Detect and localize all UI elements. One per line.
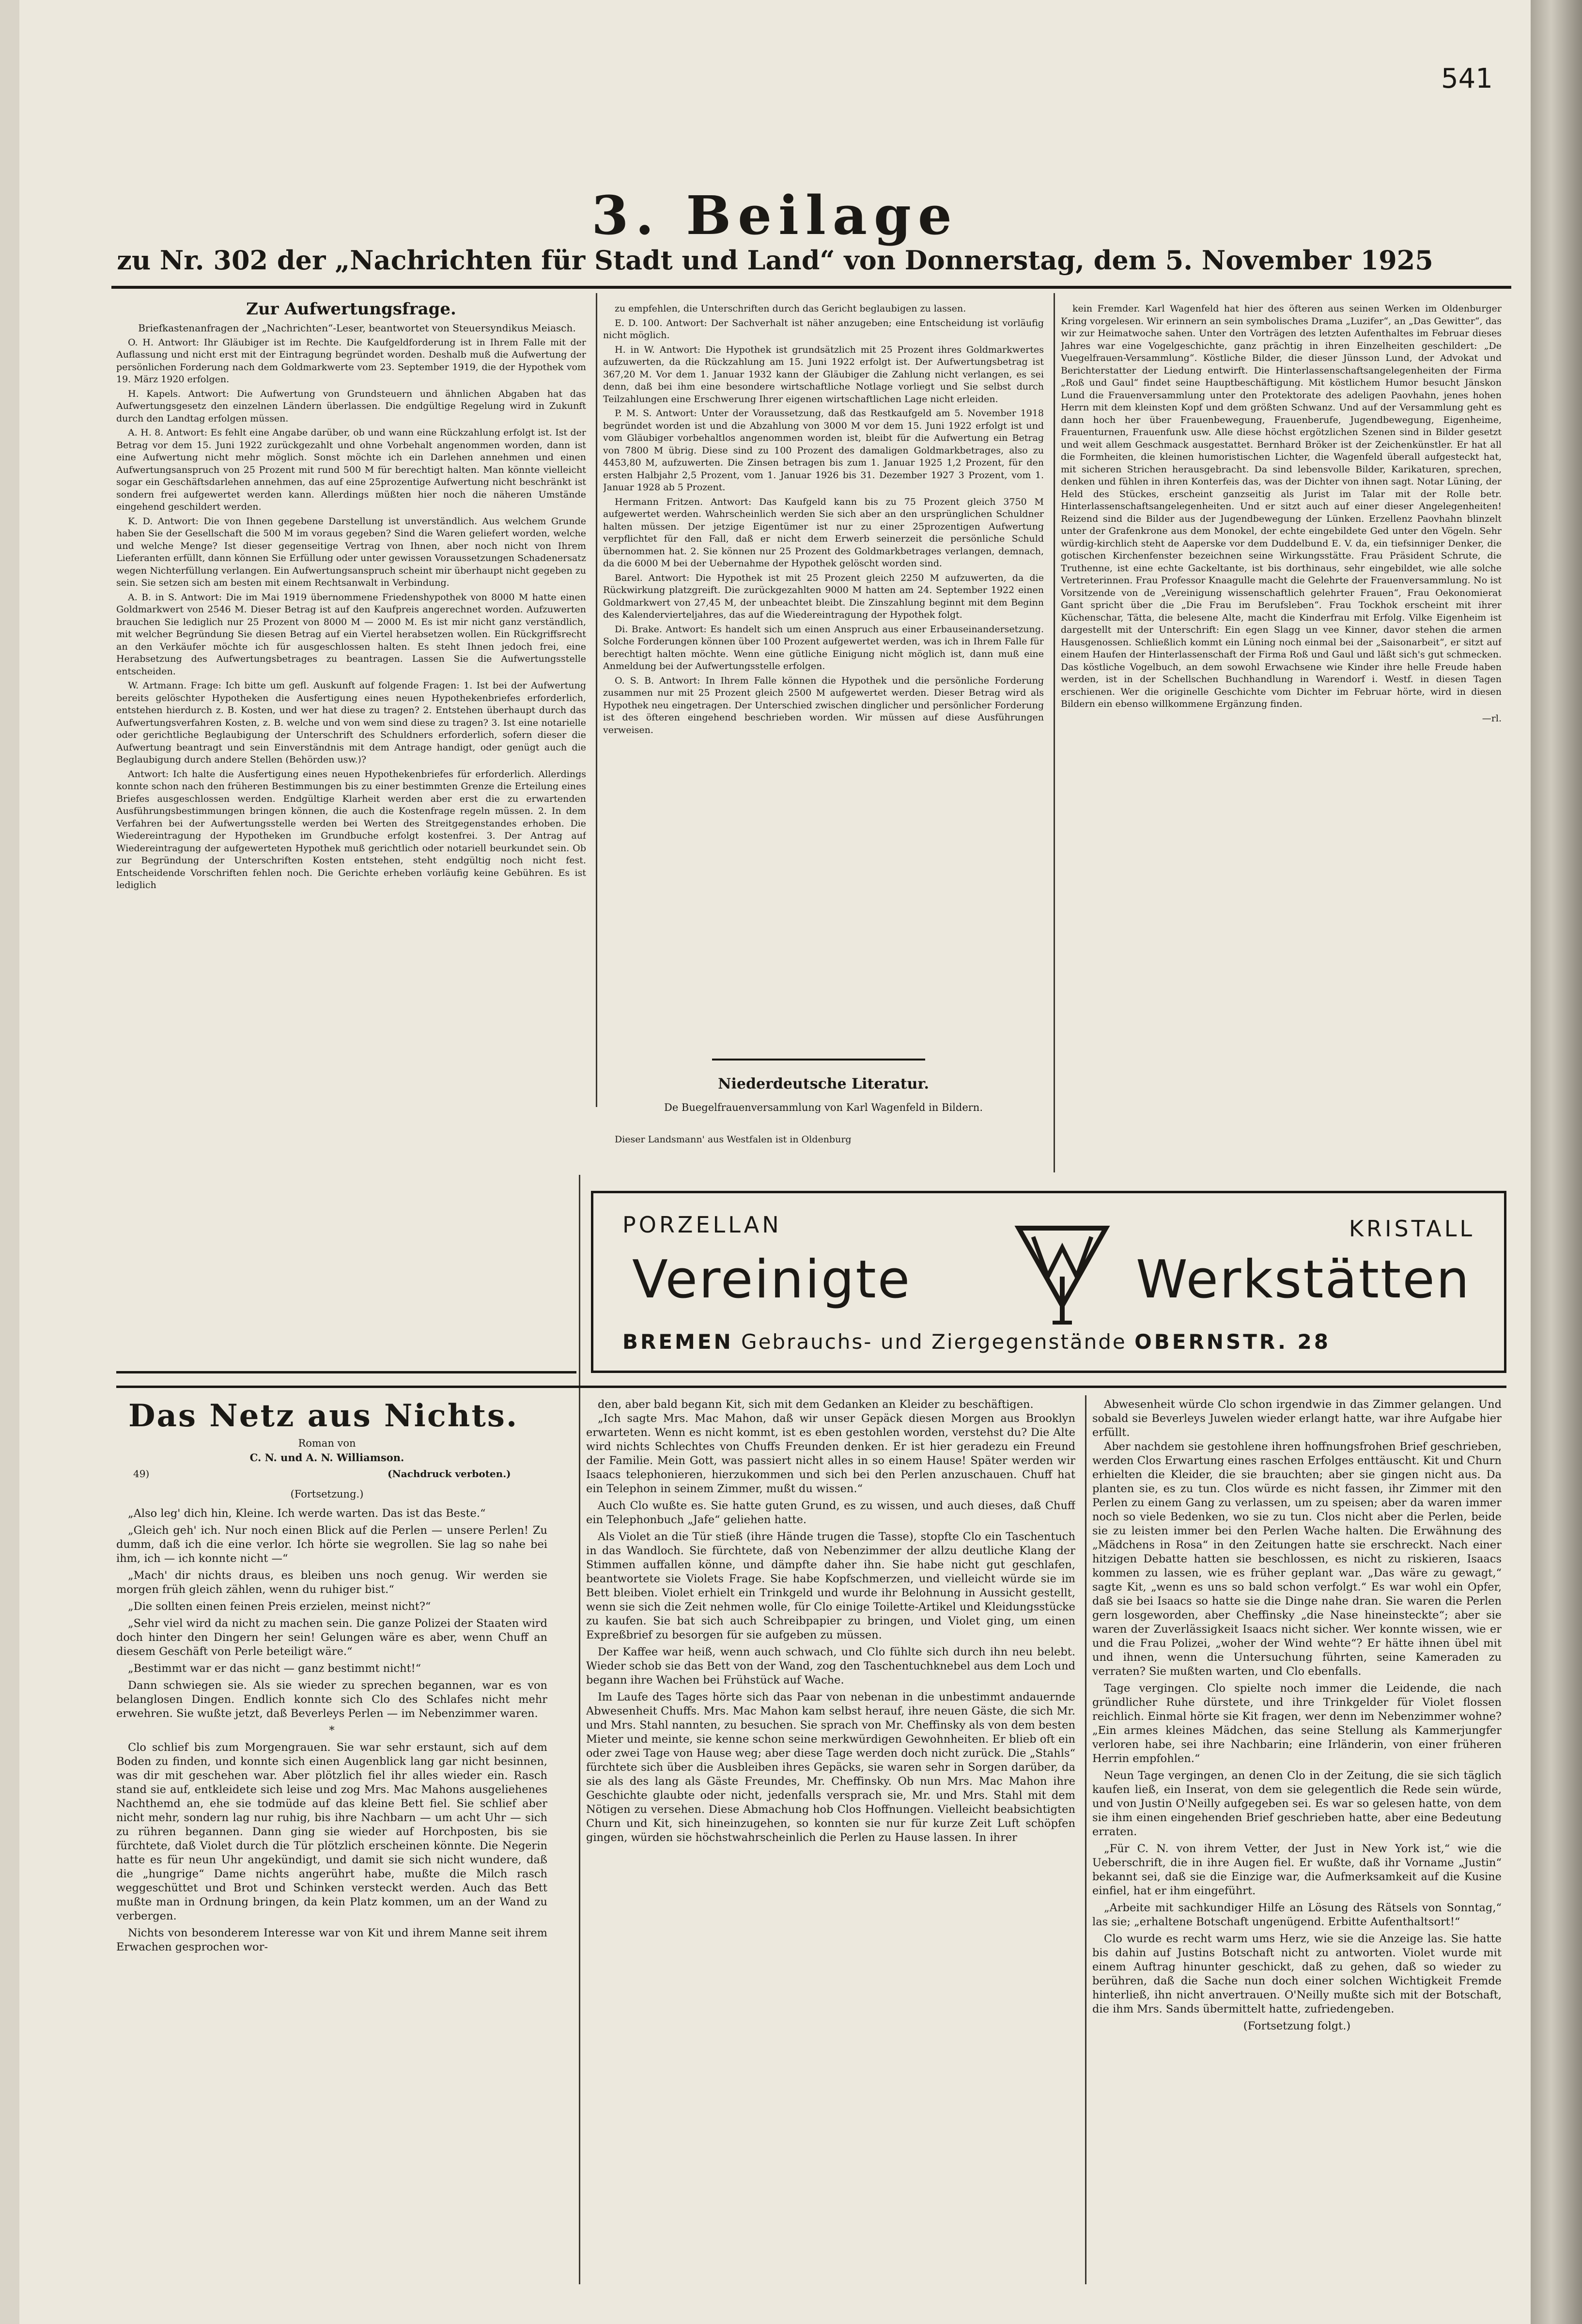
novel-paragraph: Als Violet an die Tür stieß (ihre Hände trugen die Tasse), stopfte Clo ein Taschentuch in das Wandloch. Sie fürchtete, daß von Nebenzimmer der allzu deutliche Klang der Stimmen auffallen könne, und dämpfte daher ihn. Sie habe nicht gut geschlafen, beantwortete sie Violets Frage. Sie habe Kopfschmerzen, und vielleicht würde sie im Bett bleiben. Violet erhielt ein Trinkgeld und wurde ihr Belohnung in Aussicht gestellt, wenn sie sich die Zeit nehmen wolle, für Clo einige Toilette-Artikel und Kleidungsstücke zu kaufen. Sie bat sich auch Schreibpapier zu bringen, und Violet ging, um einen Expreßbrief zu besorgen für sie aufgeben zu müssen. bbox=[586, 1530, 1075, 1641]
aufwertung-answer: E. D. 100. Antwort: Der Sachverhalt ist näher anzugeben; eine Entscheidung ist vorläufig nicht möglich. bbox=[603, 317, 1044, 341]
aufwertung-answer: O. S. B. Antwort: In Ihrem Falle können die Hypothek und die persönliche Forderung zusammen nur mit 25 Prozent gleich 2500 M aufgewertet werden. Dieser Betrag wird als Hypothek neu eingetragen. Der Unterschied zwischen dinglicher und persönlicher Forderung ist des öfteren eingehend beschrieben worden. Wir müssen auf diese Ausführungen verweisen. bbox=[603, 675, 1044, 735]
novel-column-3 bbox=[1092, 1398, 1502, 2282]
aufwertung-answer: A. B. in S. Antwort: Die im Mai 1919 übernommene Friedenshypothek von 8000 M hatte einen Goldmarkwert von 2546 M. Dieser Betrag ist auf den Kaufpreis angerechnet worden. Aufzuwerten brauchen Sie lediglich nur 25 Prozent von 8000 M — 2000 M. Es ist mir nicht ganz verständlich, mit welcher Begründung Sie diesen Betrag auf ein Viertel herabsetzen wollen. Ein Rückgriffsrecht an den Verkäufer möchte ich für ausgeschlossen halten. Es steht Ihnen jedoch frei, eine Herabsetzung des Aufwertungsbetrages zu beantragen. Lassen Sie die Aufwertungsstelle entscheiden. bbox=[116, 592, 586, 677]
literatur-signature: —rl. bbox=[1482, 713, 1502, 724]
literatur-rule bbox=[712, 1059, 925, 1061]
aufwertung-column-1 bbox=[116, 322, 586, 1359]
novel-paragraph: Aber nachdem sie gestohlene ihren hoffnungsfrohen Brief geschrieben, werden Clos Erwartung eines raschen Erfolges enttäuscht. Kit und Churn erhielten die Kleider, die sie brauchten; aber sie gingen nicht aus. Da planten sie, es zu tun. Clos würde es nicht fassen, ihr Zimmer mit den Perlen zu einem Gang zu verlassen, um zu speisen; aber da waren immer noch so viele Bedenken, wo sie zu tun. Clos nicht aber die Perlen, beide sie zu leisten immer bei den Perlen Wache halten. Die Erwähnung des „Mädchens in Rosa“ in den Zeitungen hatte sie erschreckt. Nach einer hitzigen Debatte hatten sie beschlossen, es nicht zu riskieren, Isaacs kommen zu lassen, wie es früher geplant war. „Das wäre zu gewagt,“ sagte Kit, „wenn es uns so bald schon verfolgt.“ Es war wohl ein Opfer, daß sie bei Isaacs so hatte sie die Dinge nahe dran. Sie waren die Perlen gern losgeworden, aber Cheffinsky „die Nase hineinsteckte“; aber sie waren der Zuverlässigkeit Isaacs nicht sicher. Wer konnte wissen, wie er und die Frau Polizei, „woher der Wind wehte“? Er hätte ihnen übel mit und ihnen, wenn die Untersuchung führten, seine Kameraden zu verraten? Sie mußten warten, und Clo ebenfalls. bbox=[1092, 1440, 1502, 1678]
aufwertung-intro: Briefkastenanfragen der „Nachrichten“-Leser, beantwortet von Steuersyndikus Meiasch. bbox=[138, 322, 576, 334]
novel-paragraph: Der Kaffee war heiß, wenn auch schwach, und Clo fühlte sich durch ihn neu belebt. Wieder schob sie das Bett von der Wand, zog den Taschentuchknebel aus dem Loch und begann ihre Wachen bei Frühstück auf Wache. bbox=[586, 1646, 1075, 1686]
novel-paragraph: Nichts von besonderem Interesse war von Kit und ihrem Manne seit ihrem Erwachen gesprochen wor- bbox=[116, 1927, 547, 1953]
aufwertung-answer: O. H. Antwort: Ihr Gläubiger ist im Rechte. Die Kaufgeldforderung ist in Ihrem Falle mit der Auflassung und nicht erst mit der Eintragung begründet worden. Deshalb muß die Aufwertung der persönlichen Forderung nach dem Goldmarkwerte vom 23. September 1919, die der Hypothek vom 19. März 1920 erfolgen. bbox=[116, 337, 586, 385]
ad-city: BREMEN bbox=[622, 1330, 733, 1354]
literatur-subheading: De Buegelfrauenversammlung von Karl Wagenfeld in Bildern. bbox=[664, 1102, 983, 1113]
literatur-paragraph: Dieser Landsmann' aus Westfalen ist in Oldenburg bbox=[615, 1134, 852, 1145]
novel-paragraph: „Also leg' dich hin, Kleine. Ich werde warten. Das ist das Beste.“ bbox=[128, 1507, 486, 1520]
novel-title: Das Netz aus Nichts. bbox=[128, 1398, 519, 1434]
aufwertung-answer: W. Artmann. Frage: Ich bitte um gefl. Auskunft auf folgende Fragen: 1. Ist bei der Aufwertung bereits gelöschter Hypotheken die Ausfertigung eines neuen Hypothekenbriefes erforderlich, entstehen hierdurch z. B. Kosten, und wer hat diese zu tragen? 2. Entstehen überhaupt durch das Aufwertungsverfahren Kosten, z. B. welche und von wem sind diese zu tragen? 3. Ist eine notarielle oder gerichtliche Beglaubigung der Unterschrift des Schuldners erforderlich, sofern dieser die Aufwertung beantragt und sein Einverständnis mit dem Antrage handigt, oder genügt auch die Beglaubigung durch andere Stellen (Behörden usw.)? bbox=[116, 680, 586, 765]
section-rule bbox=[116, 1371, 576, 1373]
column-divider bbox=[1085, 1395, 1086, 2284]
aufwertung-answer: Hermann Fritzen. Antwort: Das Kaufgeld kann bis zu 75 Prozent gleich 3750 M aufgewertet werden. Wahrscheinlich werden Sie sich aber an den ursprünglichen Schuldner halten müssen. Der jetzige Eigentümer ist nur zu einer 25prozentigen Aufwertung verpflichtet für den Fall, daß er nicht dem Erwerb seinerzeit die persönliche Schuld übernommen hat. 2. Sie können nur 25 Prozent des Goldmarkbetrages verlangen, demnach, da die 6000 M bei der Uebernahme der Hypothek gelöscht worden sind. bbox=[603, 496, 1044, 569]
ad-street: OBERNSTR. 28 bbox=[1134, 1330, 1331, 1354]
aufwertung-answer: zu empfehlen, die Unterschriften durch das Gericht beglaubigen zu lassen. bbox=[615, 303, 966, 314]
column-divider bbox=[596, 293, 597, 1107]
novel-paragraph: „Für C. N. von ihrem Vetter, der Just in New York ist,“ wie die Ueberschrift, die in ihre Augen fiel. Er wußte, daß ihr Vorname „Justin“ bekannt sei, daß sie die Einzige war, die Aufmerksamkeit auf die Kusine einfiel, hat er ihm eingeführt. bbox=[1092, 1842, 1502, 1897]
aufwertung-answer: P. M. S. Antwort: Unter der Voraussetzung, daß das Restkaufgeld am 5. November 1918 begründet worden ist und die Abzahlung von 3000 M vor dem 15. Juni 1922 erfolgt ist und vom Gläubiger vorbehaltlos angenommen worden ist, bleibt für die Aufwertung ein Betrag von 7800 M übrig. Diese sind zu 100 Prozent des damaligen Goldmarkbetrages, also zu 4453,80 M, aufzuwerten. Die Zinsen betragen bis zum 1. Januar 1925 1,2 Prozent, für den ersten Halbjahr 2,5 Prozent, vom 1. Januar 1926 bis 31. Dezember 1927 3 Prozent, vom 1. Januar 1928 ab 5 Prozent. bbox=[603, 408, 1044, 493]
novel-authors: C. N. und A. N. Williamson. bbox=[249, 1451, 404, 1464]
ad-address-line bbox=[622, 1330, 1331, 1354]
aufwertung-heading: Zur Aufwertungsfrage. bbox=[246, 299, 456, 319]
book-binding-edge bbox=[1531, 0, 1582, 2324]
novel-paragraph: „Bestimmt war er das nicht — ganz bestimmt nicht!“ bbox=[128, 1662, 421, 1675]
aufwertung-answer: Barel. Antwort: Die Hypothek ist mit 25 Prozent gleich 2250 M aufzuwerten, da die Rückwirkung platzgreift. Die zurückgezahlten 9000 M hatten am 24. September 1922 einen Goldmarkwert von 27,45 M, der unbeachtet bleibt. Die Zinszahlung beginnt mit dem Beginn des Kalendervierteljahres, das auf die Wiedereintragung der Hypothek folgt. bbox=[603, 572, 1044, 620]
novel-paragraph: „Arbeite mit sachkundiger Hilfe an Lösung des Rätsels von Sonntag,“ las sie; „erhaltene Botschaft ungenügend. Erbitte Aufenthaltsort!“ bbox=[1092, 1902, 1502, 1928]
novel-continuation: (Fortsetzung.) bbox=[290, 1488, 364, 1500]
ad-kristall: KRISTALL bbox=[1349, 1216, 1475, 1242]
vereinigte-werkstaetten-advertisement bbox=[591, 1191, 1506, 1373]
novel-paragraph: „Die sollten einen feinen Preis erzielen, meinst nicht?“ bbox=[128, 1600, 431, 1613]
novel-paragraph: Tage vergingen. Clo spielte noch immer die Leidende, die nach gründlicher Ruhe dürstete, und ihre Trinkgelder für Violet flossen reichlich. Einmal hörte sie Kit fragen, wer denn im Nebenzimmer wohne? „Ein armes kleines Mädchen, das seine Stellung als Kammerjungfer verloren habe, sei ihre Nachbarin; eine Irländerin, von einer früheren Herrin empfohlen.“ bbox=[1092, 1682, 1502, 1765]
column-divider bbox=[1054, 293, 1055, 1172]
aufwertung-answer: Di. Brake. Antwort: Es handelt sich um einen Anspruch aus einer Erbauseinandersetzung. Solche Forderungen können über 100 Prozent aufgewertet werden, was ich in Ihrem Falle für berechtigt halten möchte. Wenn eine gütliche Einigung nicht möglich ist, dann muß eine Anmeldung bei der Aufwertungsstelle erfolgen. bbox=[603, 624, 1044, 671]
aufwertung-answer: H. Kapels. Antwort: Die Aufwertung von Grundsteuern und ähnlichen Abgaben hat das Aufwertungsgesetz den einzelnen Ländern überlassen. Die endgültige Regelung wird in Zukunft durch den Landtag erfolgen müssen. bbox=[116, 388, 586, 424]
novel-paragraph: Abwesenheit würde Clo schon irgendwie in das Zimmer gelangen. Und sobald sie Beverleys Juwelen wieder erlangt hatte, war ihre Aufgabe hier erfüllt. bbox=[1092, 1398, 1502, 1439]
header-rule bbox=[111, 286, 1511, 289]
newspaper-page bbox=[19, 0, 1531, 2324]
section-rule bbox=[116, 1386, 1506, 1388]
novel-roman-von: Roman von bbox=[298, 1437, 356, 1449]
novel-paragraph: Clo schlief bis zum Morgengrauen. Sie war sehr erstaunt, sich auf dem Boden zu finden, und konnte sich einen Augenblick lang gar nicht besinnen, was dir mit geschehen war. Aber plötzlich fiel ihr alles wieder ein. Rasch stand sie auf, entkleidete sich leise und zog Mrs. Mac Mahons ausgeliehenes Nachthemd an, ehe sie todmüde auf das kleine Bett fiel. Sie schlief aber nicht mehr, sondern lag nur ruhig, bis ihre Nachbarn — um acht Uhr — sich zu rühren begannen. Dann ging sie wieder auf Horchposten, bis sie fürchtete, daß Violet durch die Tür plötzlich erscheinen könnte. Die Negerin hatte es für neun Uhr angekündigt, und damit sie sich nicht wundere, daß die „hungrige“ Dame nichts angerührt habe, mußte die Milch rasch weggeschüttet und Brot und Schinken versteckt werden. Auch das Bett mußte man in Ordnung bringen, da kein Platz kommen, um an der Wand zu verbergen. bbox=[116, 1741, 547, 1922]
aufwertung-answer: Antwort: Ich halte die Ausfertigung eines neuen Hypothekenbriefes für erforderlich. Allerdings konnte schon nach den früheren Bestimmungen bis zu einer bestimmten Grenze die Erteilung eines Briefes ausgeschlossen werden. Endgültige Klarheit werden aber erst die zu erwartenden Ausführungsbestimmungen bringen können, die auch die Kostenfrage regeln müssen. 2. In dem Verfahren bei der Aufwertungsstelle werden bei Werten des Streitgegenstandes erhoben. Die Wiedereintragung der Hypotheken im Grundbuche erfolgt kostenfrei. 3. Der Antrag auf Wiedereintragung der aufgewerteten Hypothek muß gerichtlich oder notariell beurkundet sein. Ob zur Begründung der Unterschriften Kosten entstehen, steht endgültig noch nicht fest. Entscheidende Vorschriften fehlen noch. Die Gerichte erheben vorläufig keine Gebühren. Es ist lediglich bbox=[116, 768, 586, 890]
aufwertung-answer: K. D. Antwort: Die von Ihnen gegebene Darstellung ist unverständlich. Aus welchem Grunde haben Sie der Gesellschaft die 500 M im voraus gegeben? Sind die Waren geliefert worden, welche und welche Menge? Ist dieser gegenseitige Vertrag von Ihnen, aber noch nicht von Ihrem Lieferanten erfüllt, dann können Sie Erfüllung oder unter gewissen Voraussetzungen Schadenersatz wegen Nichterfüllung verlangen. Ein Aufwertungsanspruch scheint mir überhaupt nicht gegeben zu sein. Sie setzen sich am besten mit einem Rechtsanwalt in Verbindung. bbox=[116, 515, 586, 588]
novel-paragraph: „Mach' dir nichts draus, es bleiben uns noch genug. Wir werden sie morgen früh gleich zählen, wenn du ruhiger bist.“ bbox=[116, 1569, 547, 1596]
aufwertung-answer: A. H. 8. Antwort: Es fehlt eine Angabe darüber, ob und wann eine Rückzahlung erfolgt ist. Ist der Betrag vor dem 15. Juni 1922 zurückgezahlt und ohne Vorbehalt angenommen worden, dann ist eine Aufwertung nicht mehr möglich. Sonst möchte ich ein Darlehen annehmen und einen Aufwertungsanspruch von 25 Prozent mit rund 500 M für berechtigt halten. Man könnte vielleicht sogar ein Geschäftsdarlehen annehmen, das auf eine 25prozentige Aufwertung nicht beschränkt ist sondern frei aufgewertet werden kann. Allerdings müßten hier noch die näheren Umstände eingehend geschildert werden. bbox=[116, 427, 586, 512]
novel-paragraph: den, aber bald begann Kit, sich mit dem Gedanken an Kleider zu beschäftigen. bbox=[598, 1398, 1034, 1411]
literatur-heading: Niederdeutsche Literatur. bbox=[718, 1076, 929, 1092]
novel-paragraph: Dann schwiegen sie. Als sie wieder zu sprechen begannen, war es von belanglosen Dingen. Endlich konnte sich Clo des Schlafes nicht mehr erwehren. Sie wußte jetzt, daß Beverleys Perlen — im Nebenzimmer waren. bbox=[116, 1679, 547, 1720]
novel-paragraph: „Sehr viel wird da nicht zu machen sein. Die ganze Polizei der Staaten wird doch hinter den Dingern her sein! Gelungen wäre es aber, wenn Chuff an diesem Geschäft von Perle beteiligt wäre.“ bbox=[116, 1617, 547, 1658]
ad-goods: Gebrauchs- und Ziergegenstände bbox=[741, 1330, 1127, 1354]
novel-column-2 bbox=[586, 1398, 1075, 2282]
novel-paragraph: Auch Clo wußte es. Sie hatte guten Grund, es zu wissen, und auch dieses, daß Chuff ein Telephonbuch „Jafe“ geliehen hatte. bbox=[586, 1499, 1075, 1526]
novel-installment: 49) bbox=[133, 1468, 150, 1480]
novel-paragraph: Im Laufe des Tages hörte sich das Paar von nebenan in die unbestimmt andauernde Abwesenheit Chuffs. Mrs. Mac Mahon kam selbst herauf, ihre neuen Gäste, die sich Mr. und Mrs. Stahl nannten, zu besuchen. Sie sprach von Mr. Cheffinsky als von dem besten Mieter und meinte, sie kenne schon seine merkwürdigen Gewohnheiten. Er blieb oft ein oder zwei Tage von Hause weg; aber diese Tage werden doch nicht zurück. Die „Stahls“ fürchtete sich über die Ausbleiben ihres Gepäcks, sie waren sehr in Sorgen darüber, da sie als des lang als Gäste Freundes, Mr. Cheffinsky. Ob nun Mrs. Mac Mahon ihre Geschichte glaubte oder nicht, jedenfalls versprach sie, Mr. und Mrs. Stahl mit dem Nötigen zu versehen. Diese Abmachung hob Clos Hoffnungen. Vielleicht beabsichtigten Churn und Kit, sich hineinzugehen, so konnten sie nur für kurze Zeit Luft schöpfen gingen, würden sie höchstwahrscheinlich die Perlen zu Hause lassen. In ihrer bbox=[586, 1691, 1075, 1844]
supplement-subtitle: zu Nr. 302 der „Nachrichten für Stadt und Land“ von Donnerstag, dem 5. November 1925 bbox=[117, 245, 1433, 276]
novel-paragraph: Neun Tage vergingen, an denen Clo in der Zeitung, die sie sich täglich kaufen ließ, ein Inserat, von dem sie gelegentlich die Rede sein würde, und von Justin O'Neilly aufgegeben sei. Es war so gelesen hatte, von dem sie ihm einen eingehenden Brief geschrieben hatte, aber eine Bedeutung erraten. bbox=[1092, 1769, 1502, 1838]
aufwertung-column-2 bbox=[603, 303, 1044, 1073]
ad-name-right: Werkstätten bbox=[1136, 1249, 1471, 1310]
novel-paragraph: „Gleich geh' ich. Nur noch einen Blick auf die Perlen — unsere Perlen! Zu dumm, daß ich die eine verlor. Ich hörte sie wegrollen. Sie lag so nahe bei ihm, ich — ich konnte nicht —“ bbox=[116, 1524, 547, 1565]
ad-porzellan: PORZELLAN bbox=[622, 1212, 782, 1238]
ad-name-left: Vereinigte bbox=[632, 1249, 912, 1310]
novel-paragraph: Clo wurde es recht warm ums Herz, wie sie die Anzeige las. Sie hatte bis dahin auf Justins Botschaft nicht zu antworten. Violet wurde mit einem Auftrag hinunter geschickt, daß zu gehen, daß so wieder zu berühren, daß die Sache nun doch einer solchen Wichtigkeit Fremde hinterließ, ihn nicht anvertrauen. O'Neilly mußte sich mit der Botschaft, die ihm Mrs. Sands übermittelt hatte, zufriedengeben. bbox=[1092, 1933, 1502, 2015]
literatur-first-line bbox=[603, 1134, 1044, 1148]
novel-column-1 bbox=[116, 1507, 547, 2282]
vw-monogram-icon bbox=[1014, 1223, 1111, 1325]
aufwertung-answer: H. in W. Antwort: Die Hypothek ist grundsätzlich mit 25 Prozent ihres Goldmarkwertes aufzuwerten, da die Rückzahlung am 15. Juni 1922 erfolgt ist. Der Aufwertungsbetrag ist 367,20 M. Vor dem 1. Januar 1932 kann der Gläubiger die Zahlung nicht verlangen, es sei denn, daß bei ihm eine besondere wirtschaftliche Notlage vorliegt und Sie selbst durch Teilzahlungen eine Erschwerung Ihrer eigenen wirtschaftlichen Lage nicht erleiden. bbox=[603, 344, 1044, 405]
novel-paragraph: „Ich sagte Mrs. Mac Mahon, daß wir unser Gepäck diesen Morgen aus Brooklyn erwarteten. Wenn es nicht kommt, ist es eben gestohlen worden, verstehst du? Die Alte wird nichts Schlechtes von Chuffs Freunden denken. Er ist hier geradezu ein Freund der Familie. Mein Gott, was passiert nicht alles in so einem Hause! Später werden wir Isaacs telephonieren, hierzukommen und sich bei den Perlen anzuschauen. Chuff hat ein Telephon in seinem Zimmer, mußt du wissen.“ bbox=[586, 1412, 1075, 1495]
supplement-title: 3. Beilage bbox=[591, 184, 959, 247]
novel-copyright: (Nachdruck verboten.) bbox=[388, 1468, 511, 1480]
literatur-paragraph: kein Fremder. Karl Wagenfeld hat hier des öfteren aus seinen Werken im Oldenburger Kring vorgelesen. Wir erinnern an sein symbolisches Drama „Luzifer“, an „Das Gewitter“, das wir zur Heimatwoche sahen. Unter den Vorträgen des letzten Aufenthaltes im Februar dieses Jahres war eine Vogelgeschichte, ganz prächtig in ihren Einzelheiten geschildert: „De Vuegelfrauen-Versammlung“. Köstliche Bilder, die dieser Jünsson Lund, der Advokat und Berichterstatter der Liedung entwirft. Die Hinterlassenschaftsangelegenheiten der Firma „Roß und Gaul“ findet seine Hauptbeschäftigung. Mit köstlichem Humor besucht Jänskon Lund die Frauenversammlung unter den Protektorate des adeligen Paovhahn, jenes hohen Herrn mit dem kleinsten Kopf und dem größten Schwanz. Und auf der Versammlung geht es dann hoch her über Frauenbewegung, Frauenberufe, Jugendbewegung, Eigenheime, Frauenturnen, Frauenfunk usw. Alle diese höchst ergötzlichen Szenen sind in Bilder gesetzt und weit allem Geschmack ausgestattet. Bernhard Bröker ist der Zeichenkünstler. Er hat all die Formheiten, die kleinen humoristischen Lichter, die Wagenfeld überall aufgesteckt hat, mit sicheren Strichen herausgebracht. Da sind lebensvolle Bilder, Karikaturen, sprechen, denken und fühlen in ihren Konterfeis das, was der Dichter von ihnen sagt. Notar Lüning, der Held des Stückes, erscheint ganzseitig als Jurist im Talar mit der Rolle betr. Hinterlassenschaftsangelegenheiten. Und er sitzt auch auf einer dieser Angelegenheiten! Reizend sind die Bilder aus der Jugendbewegung der Lünken. Erzellenz Paovhahn blinzelt unter der Grafenkrone aus dem Monokel, der echte eingebildete Ged unter den Vögeln. Sehr würdig-kirchlich steht de Aaperske vor dem Duddelbund E. V. da, ein tiefsinniger Denker, die gotischen Kirchenfenster bezeichnen seine Wirkungsstätte. Frau Präsident Schrute, die Truthenne, ist eine echte Gackeltante, ist bis dorthinaus, sehr eingebildet, wie alle solche Vertreterinnen. Frau Professor Knaagulle macht die Gelehrte der Frauenversammlung. No ist Vorsitzende von de „Vereinigung wissenschaftlich gelehrter Frauen“, Frau Oekonomierat Gant spricht über die „Die Frau im Berufsleben“. Frau Tockhok erscheint mit ihrer Küchenschar, Tätta, die belesene Alte, macht die Kinderfrau mit Erfolg. Vilke Eigenheim ist dargestellt mit der Unterschrift: Ein egen Slagg un vee Kinner, davor stehen die armen Hausgenossen. Schließlich kommt ein Lüning noch einmal bei der „Saisonarbeit“, er sitzt auf einem Haufen der Hinterlassenschaft der Firma Roß und Gaul und läßt sich's gut schmecken. Das köstliche Vogelbuch, an dem sowohl Erwachsene wie Kinder ihre helle Freude haben werden, ist in der Schellschen Buchhandlung in Warendorf i. Westf. in diesen Tagen erschienen. Wer die originelle Geschichte vom Dichter im Februar hörte, wird in diesen Bildern ein ebenso willkommene Ergänzung finden. bbox=[1061, 303, 1502, 709]
novel-to-be-continued: (Fortsetzung folgt.) bbox=[1243, 2020, 1351, 2032]
literatur-column bbox=[1061, 303, 1502, 1170]
section-break: * bbox=[329, 1724, 335, 1737]
page-number: 541 bbox=[1441, 63, 1493, 94]
